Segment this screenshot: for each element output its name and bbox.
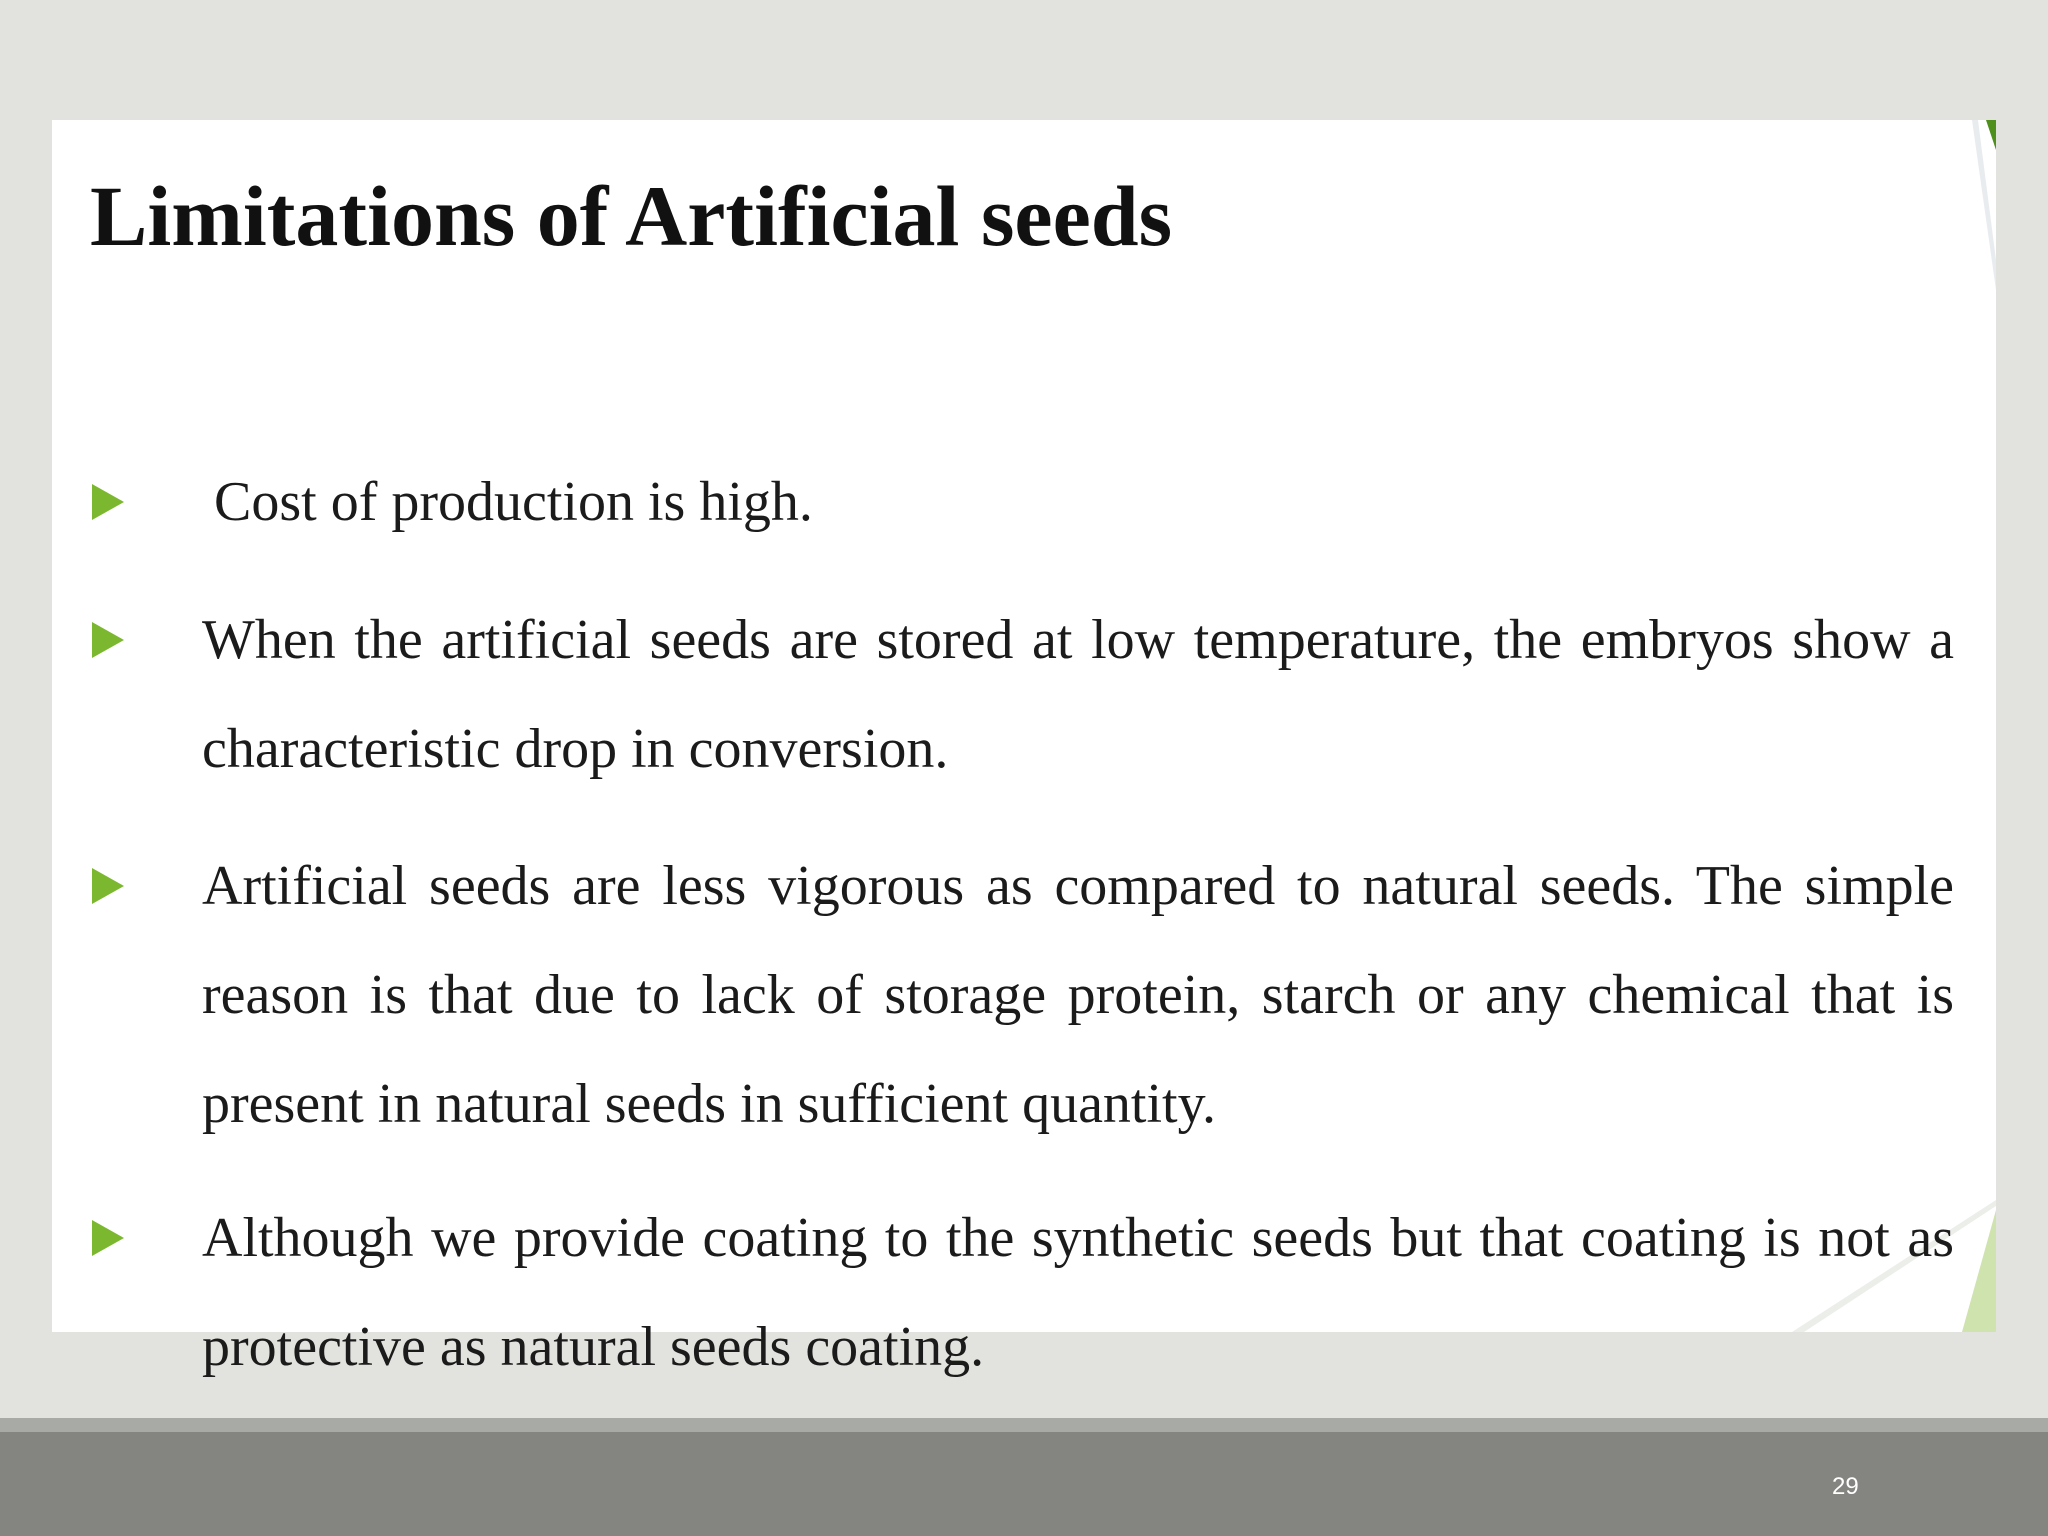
triangle-arrow-icon	[90, 620, 126, 660]
bullet-text: When the artificial seeds are stored at low temperature, the embryos show a characteristic drop in conversion.	[202, 609, 1954, 780]
bullet-text: Cost of production is high.	[214, 471, 813, 533]
triangle-arrow-icon	[90, 482, 126, 522]
footer-divider	[0, 1418, 2048, 1432]
triangle-arrow-icon	[90, 866, 126, 906]
page-number: 29	[1832, 1473, 1859, 1500]
triangle-arrow-icon	[90, 1218, 126, 1258]
bullet-text: Artificial seeds are less vigorous as compared to natural seeds. The simple reason is that due to lack of storage protein, starch or any chemical that is present in natural seeds in sufficient quantity.	[202, 855, 1954, 1135]
footer-bar	[0, 1432, 2048, 1536]
slide-content	[52, 120, 1996, 1378]
bullet-text: Although we provide coating to the synthetic seeds but that coating is not as protective as natural seeds coating.	[202, 1207, 1954, 1378]
slide-title: Limitations of Artificial seeds	[90, 168, 1173, 264]
